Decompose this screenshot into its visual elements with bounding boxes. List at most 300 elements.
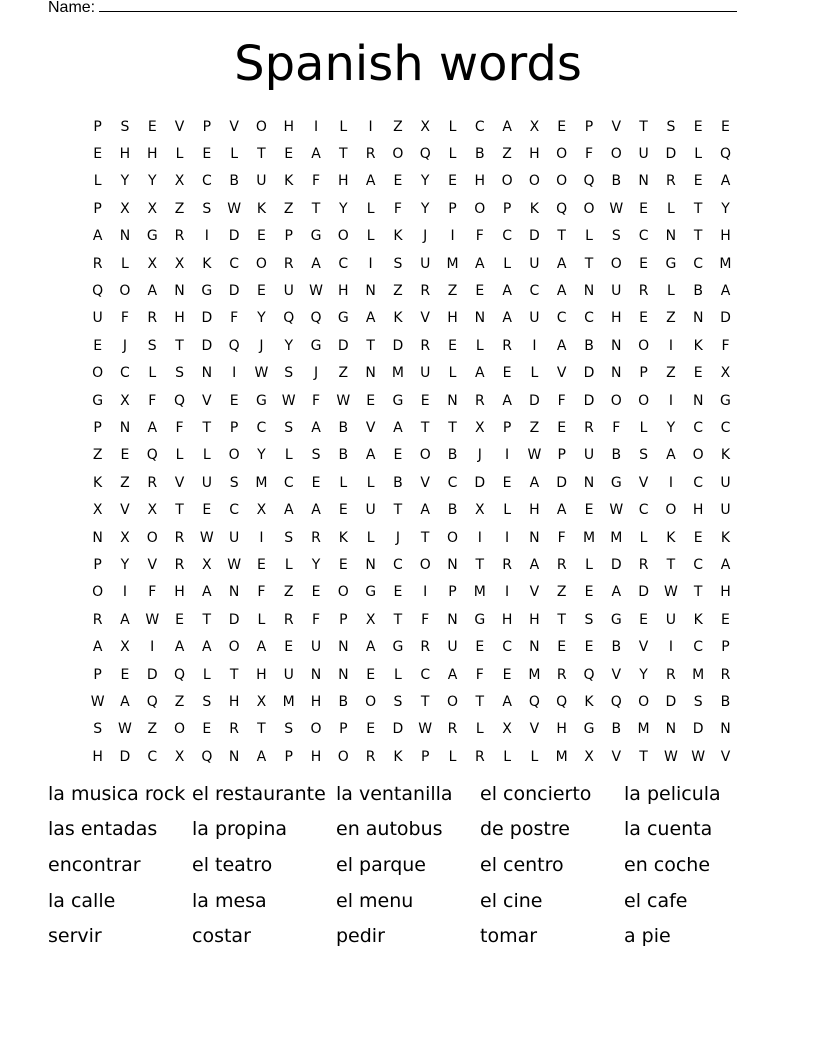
grid-letter: T [557, 228, 566, 245]
grid-letter: E [202, 146, 212, 163]
grid-letter: N [119, 419, 131, 436]
grid-letter: N [310, 666, 322, 683]
grid-letter: B [611, 639, 622, 656]
grid-letter: S [93, 721, 103, 738]
grid-letter: X [120, 392, 130, 409]
grid-letter: E [393, 173, 403, 190]
grid-letter: Q [556, 200, 568, 217]
grid-letter: E [366, 666, 376, 683]
grid-letter: E [639, 200, 649, 217]
grid-letter: C [584, 310, 594, 327]
word-list-row [48, 847, 768, 883]
grid-letter: A [502, 693, 512, 710]
word-list-item: las entadas [48, 818, 158, 841]
grid-letter: H [310, 748, 322, 765]
word-list-item: la mesa [192, 889, 267, 912]
grid-letter: Z [502, 146, 512, 163]
grid-letter: M [719, 255, 732, 272]
grid-letter: R [420, 337, 431, 354]
word-list-row [48, 883, 768, 919]
grid-letter: Z [174, 200, 185, 217]
grid-row [84, 250, 739, 277]
grid-letter: G [392, 392, 404, 409]
grid-letter: A [529, 556, 540, 573]
grid-letter: M [446, 255, 459, 272]
grid-letter: N [338, 639, 349, 656]
grid-letter: L [639, 529, 648, 546]
grid-letter: D [201, 337, 213, 354]
grid-letter: T [175, 502, 184, 519]
grid-row [84, 113, 739, 140]
grid-letter: A [202, 639, 212, 656]
grid-letter: E [639, 310, 649, 327]
grid-letter: U [92, 310, 103, 327]
grid-row [84, 305, 739, 332]
grid-letter: A [174, 639, 185, 656]
grid-letter: Z [120, 474, 130, 491]
grid-letter: K [93, 474, 103, 491]
grid-letter: O [501, 173, 513, 190]
grid-letter: W [609, 200, 624, 217]
grid-letter: A [256, 639, 267, 656]
word-list-item: el concierto [480, 782, 592, 805]
grid-letter: R [174, 556, 185, 573]
grid-letter: G [720, 392, 731, 409]
grid-letter: A [502, 283, 512, 300]
grid-letter: O [337, 748, 349, 765]
grid-letter: Q [556, 693, 568, 710]
grid-letter: N [201, 365, 213, 382]
grid-letter: V [174, 474, 185, 491]
grid-letter: E [257, 228, 266, 245]
grid-letter: E [202, 502, 212, 519]
word-list-item: encontrar [48, 853, 141, 876]
grid-letter: E [584, 584, 594, 601]
grid-row [84, 688, 739, 715]
grid-letter: C [393, 556, 403, 573]
word-list-item: la ventanilla [336, 782, 453, 805]
grid-letter: L [148, 365, 157, 382]
grid-letter: T [420, 529, 430, 546]
grid-letter: B [447, 447, 458, 464]
grid-letter: L [366, 228, 375, 245]
grid-letter: D [119, 748, 131, 765]
grid-letter: H [119, 146, 131, 163]
grid-row [84, 743, 739, 770]
grid-letter: A [147, 419, 158, 436]
grid-row [84, 140, 739, 167]
grid-letter: O [474, 200, 486, 217]
grid-letter: Y [147, 173, 157, 190]
grid-letter: E [366, 721, 376, 738]
grid-letter: U [420, 255, 431, 272]
grid-letter: E [284, 639, 294, 656]
word-list-item: en coche [624, 853, 711, 876]
grid-letter: T [639, 748, 648, 765]
grid-letter: L [585, 556, 593, 573]
grid-letter: C [474, 118, 485, 135]
grid-letter: W [336, 392, 351, 409]
grid-letter: U [665, 611, 676, 628]
grid-letter: X [120, 639, 130, 656]
grid-letter: A [393, 419, 403, 436]
grid-letter: C [693, 419, 704, 436]
grid-letter: A [283, 502, 294, 519]
word-list-item: el restaurante [192, 782, 326, 805]
grid-letter: L [339, 474, 348, 491]
grid-letter: Q [310, 310, 322, 327]
grid-letter: H [529, 146, 540, 163]
grid-letter: E [311, 474, 321, 491]
grid-row [84, 551, 739, 578]
grid-letter: W [527, 447, 542, 464]
grid-letter: C [447, 474, 458, 491]
grid-letter: L [339, 118, 348, 135]
grid-letter: A [475, 365, 485, 382]
grid-letter: I [668, 639, 673, 656]
grid-letter: M [637, 721, 650, 738]
grid-letter: N [720, 721, 731, 738]
grid-row [84, 579, 739, 606]
grid-letter: E [93, 337, 103, 354]
grid-letter: H [283, 118, 294, 135]
grid-letter: N [365, 556, 376, 573]
grid-letter: Y [284, 337, 293, 354]
grid-letter: C [229, 255, 240, 272]
grid-row [84, 469, 739, 496]
grid-letter: T [366, 337, 375, 354]
grid-letter: X [120, 529, 130, 546]
grid-letter: A [120, 611, 130, 628]
grid-letter: O [692, 447, 704, 464]
grid-letter: J [477, 447, 482, 464]
grid-letter: A [311, 502, 321, 519]
grid-letter: H [338, 283, 349, 300]
grid-letter: F [148, 392, 157, 409]
grid-letter: Q [92, 283, 104, 300]
grid-row [84, 661, 739, 688]
grid-letter: I [450, 228, 455, 245]
grid-letter: T [175, 337, 184, 354]
grid-letter: L [530, 748, 539, 765]
grid-letter: Z [447, 283, 458, 300]
grid-letter: O [419, 556, 431, 573]
grid-letter: K [529, 200, 539, 217]
grid-letter: E [639, 611, 649, 628]
grid-letter: E [584, 639, 594, 656]
grid-letter: C [256, 419, 267, 436]
grid-letter: F [393, 200, 402, 217]
grid-letter: G [146, 228, 158, 245]
grid-letter: S [284, 721, 294, 738]
grid-letter: I [505, 447, 510, 464]
grid-letter: M [582, 529, 596, 546]
grid-letter: K [284, 173, 294, 190]
grid-letter: H [529, 611, 540, 628]
grid-letter: U [529, 255, 540, 272]
grid-letter: C [693, 255, 704, 272]
grid-letter: L [530, 365, 539, 382]
grid-letter: R [502, 337, 512, 354]
grid-letter: C [638, 502, 649, 519]
grid-letter: N [365, 365, 376, 382]
grid-letter: T [448, 419, 457, 436]
grid-letter: G [310, 337, 322, 354]
grid-letter: J [313, 365, 319, 382]
grid-letter: S [229, 474, 239, 491]
grid-letter: K [393, 228, 403, 245]
grid-letter: R [556, 556, 567, 573]
grid-letter: A [475, 255, 485, 272]
grid-letter: V [174, 118, 185, 135]
grid-letter: N [447, 392, 458, 409]
grid-letter: H [529, 502, 540, 519]
name-label: Name: [48, 0, 96, 16]
grid-letter: Y [420, 200, 430, 217]
grid-letter: V [420, 310, 430, 327]
grid-letter: G [665, 255, 677, 272]
grid-letter: M [528, 666, 541, 683]
grid-letter: R [420, 639, 431, 656]
grid-letter: E [311, 584, 321, 601]
grid-letter: Y [721, 200, 730, 217]
grid-letter: H [720, 228, 731, 245]
grid-letter: E [639, 255, 649, 272]
grid-letter: X [147, 200, 158, 217]
word-list-row [48, 918, 768, 954]
grid-letter: R [584, 419, 594, 436]
grid-letter: G [583, 721, 595, 738]
grid-letter: C [693, 639, 704, 656]
grid-letter: N [529, 639, 540, 656]
grid-letter: T [393, 502, 403, 519]
grid-letter: S [393, 255, 403, 272]
grid-letter: X [420, 118, 430, 135]
grid-letter: V [611, 666, 622, 683]
grid-letter: U [201, 474, 212, 491]
grid-letter: B [584, 337, 594, 354]
grid-letter: L [448, 748, 457, 765]
grid-letter: K [666, 529, 676, 546]
grid-letter: X [92, 502, 103, 519]
grid-letter: P [721, 639, 730, 656]
grid-letter: A [147, 283, 158, 300]
grid-letter: P [93, 419, 102, 436]
name-blank-line [99, 0, 737, 12]
grid-letter: Z [338, 365, 349, 382]
grid-letter: F [421, 611, 430, 628]
grid-letter: C [529, 283, 540, 300]
grid-letter: U [256, 173, 267, 190]
grid-letter: A [420, 502, 430, 519]
grid-letter: E [475, 283, 485, 300]
grid-letter: U [638, 146, 649, 163]
grid-letter: O [337, 584, 349, 601]
grid-letter: U [283, 283, 294, 300]
grid-letter: W [663, 584, 678, 601]
grid-letter: N [119, 228, 131, 245]
grid-letter: G [610, 611, 622, 628]
grid-letter: A [556, 502, 567, 519]
grid-letter: I [668, 337, 673, 354]
grid-letter: S [311, 447, 321, 464]
grid-letter: L [230, 146, 239, 163]
grid-letter: P [284, 748, 293, 765]
grid-letter: D [228, 611, 240, 628]
grid-letter: R [229, 721, 239, 738]
grid-letter: E [584, 502, 594, 519]
grid-letter: E [502, 474, 512, 491]
grid-letter: D [692, 721, 704, 738]
grid-letter: F [311, 173, 321, 190]
grid-letter: V [611, 748, 622, 765]
grid-letter: R [147, 474, 158, 491]
grid-letter: B [393, 474, 403, 491]
grid-letter: N [338, 666, 349, 683]
grid-letter: V [202, 392, 212, 409]
grid-letter: E [475, 639, 485, 656]
grid-letter: S [147, 337, 157, 354]
grid-letter: R [502, 556, 512, 573]
grid-letter: P [93, 118, 102, 135]
grid-row [84, 442, 739, 469]
grid-letter: F [475, 228, 484, 245]
grid-letter: R [365, 146, 376, 163]
grid-letter: C [229, 502, 240, 519]
grid-letter: D [529, 392, 540, 409]
grid-letter: G [610, 474, 622, 491]
grid-letter: W [609, 502, 624, 519]
grid-letter: O [228, 447, 240, 464]
grid-letter: G [392, 639, 404, 656]
grid-letter: Z [529, 419, 540, 436]
grid-letter: O [392, 146, 404, 163]
grid-letter: X [475, 502, 485, 519]
grid-letter: F [175, 419, 184, 436]
grid-letter: I [477, 529, 482, 546]
grid-row [84, 606, 739, 633]
grid-letter: T [475, 556, 485, 573]
grid-letter: E [557, 419, 567, 436]
grid-letter: S [611, 228, 621, 245]
word-list [48, 776, 768, 954]
grid-letter: L [202, 666, 211, 683]
grid-letter: B [611, 173, 622, 190]
grid-letter: K [720, 447, 731, 464]
grid-letter: U [229, 529, 240, 546]
grid-letter: Z [666, 365, 676, 382]
word-list-item: el teatro [192, 853, 273, 876]
grid-letter: D [665, 693, 677, 710]
grid-letter: H [174, 310, 185, 327]
grid-letter: C [638, 228, 649, 245]
grid-letter: N [692, 392, 704, 409]
grid-letter: C [283, 474, 294, 491]
grid-letter: V [556, 365, 567, 382]
grid-letter: O [228, 639, 240, 656]
grid-letter: Z [174, 693, 185, 710]
grid-letter: Y [257, 447, 266, 464]
grid-letter: U [420, 365, 431, 382]
grid-letter: W [90, 693, 105, 710]
grid-letter: N [228, 748, 240, 765]
grid-letter: T [639, 118, 648, 135]
grid-letter: X [584, 748, 594, 765]
grid-letter: E [448, 173, 457, 190]
word-list-row [48, 812, 768, 848]
grid-letter: P [448, 584, 457, 601]
word-list-item: servir [48, 925, 102, 948]
grid-letter: U [611, 283, 622, 300]
grid-letter: A [120, 693, 130, 710]
grid-letter: S [284, 529, 294, 546]
word-list-item: el cine [480, 889, 543, 912]
grid-letter: H [338, 173, 349, 190]
grid-letter: Y [339, 200, 348, 217]
grid-letter: D [720, 310, 731, 327]
word-list-item: el centro [480, 853, 564, 876]
grid-letter: H [228, 693, 240, 710]
grid-letter: E [120, 666, 130, 683]
word-list-item: pedir [336, 925, 385, 948]
grid-letter: L [503, 748, 511, 765]
grid-letter: V [529, 721, 540, 738]
grid-letter: I [150, 639, 155, 656]
grid-letter: J [395, 529, 400, 546]
grid-letter: B [229, 173, 239, 190]
grid-letter: B [475, 146, 485, 163]
grid-letter: E [202, 721, 212, 738]
grid-letter: R [283, 255, 294, 272]
grid-letter: H [692, 502, 704, 519]
grid-letter: T [693, 200, 703, 217]
grid-letter: B [720, 693, 731, 710]
grid-letter: L [284, 556, 293, 573]
grid-letter: S [284, 365, 294, 382]
grid-letter: T [557, 611, 566, 628]
grid-letter: Q [146, 447, 158, 464]
grid-letter: N [92, 529, 103, 546]
grid-letter: R [147, 310, 158, 327]
grid-letter: V [147, 556, 158, 573]
grid-letter: K [693, 337, 703, 354]
grid-letter: E [557, 639, 567, 656]
grid-letter: N [174, 283, 185, 300]
grid-letter: O [146, 529, 158, 546]
grid-row [84, 414, 739, 441]
grid-letter: Z [556, 584, 567, 601]
grid-letter: T [475, 693, 485, 710]
grid-letter: I [668, 392, 673, 409]
grid-row [84, 360, 739, 387]
grid-letter: L [394, 666, 402, 683]
grid-letter: U [365, 502, 376, 519]
grid-letter: E [502, 365, 512, 382]
grid-letter: D [556, 474, 568, 491]
grid-letter: Y [639, 666, 648, 683]
grid-letter: S [584, 611, 594, 628]
grid-letter: K [693, 611, 703, 628]
grid-letter: U [720, 502, 731, 519]
grid-letter: A [447, 666, 458, 683]
grid-letter: Q [419, 146, 431, 163]
grid-letter: K [202, 255, 212, 272]
grid-letter: I [122, 584, 128, 601]
grid-letter: D [610, 556, 622, 573]
grid-letter: P [584, 118, 594, 135]
grid-letter: O [610, 392, 622, 409]
grid-letter: E [693, 173, 703, 190]
